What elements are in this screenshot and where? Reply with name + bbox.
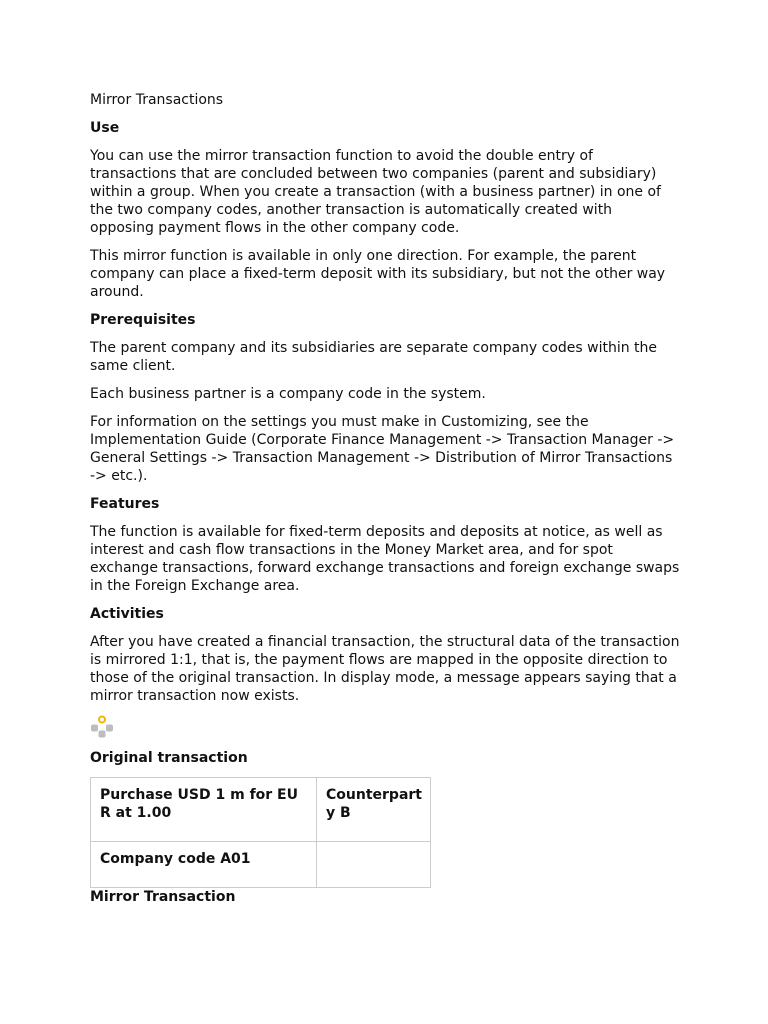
prerequisites-paragraph-1: The parent company and its subsidiaries are separate company codes within the same client. (90, 340, 658, 374)
features-heading: Features (90, 496, 160, 512)
prerequisites-heading: Prerequisites (90, 312, 196, 328)
table-cell (317, 842, 431, 888)
document-page (90, 91, 680, 906)
prerequisites-paragraph-2: Each business partner is a company code in the system. (90, 386, 486, 402)
features-paragraph-1: The function is available for fixed-term deposits and deposits at notice, as well as interest and cash flow transactions in the Money Market area, and for spot exchange transactions, forward exchange transactions and foreign exchange swaps in the Foreign Exchange area. (90, 524, 680, 594)
use-paragraph-2: This mirror function is available in only one direction. For example, the parent company can place a fixed-term deposit with its subsidiary, but not the other way around. (90, 248, 666, 300)
table-row (91, 842, 431, 888)
original-transaction-heading: Original transaction (90, 750, 248, 766)
document-title: Mirror Transactions (90, 92, 224, 108)
table-row (91, 778, 431, 842)
prerequisites-paragraph-3: For information on the settings you must make in Customizing, see the Implementation Guide (Corporate Finance Management -> Transaction Manager -> General Settings -> Transaction Management -> Distribution of Mirror Transactions -> etc.). (90, 414, 675, 484)
activities-heading: Activities (90, 606, 164, 622)
table-cell: Purchase USD 1 m for EUR at 1.00 (91, 778, 317, 842)
use-paragraph-1: You can use the mirror transaction function to avoid the double entry of transactions that are concluded between two companies (parent and subsidiary) within a group. When you create a transaction (with a business partner) in one of the two company codes, another transaction is automatically created with opposing payment flows in the other company code. (90, 148, 661, 236)
use-heading: Use (90, 120, 120, 136)
original-transaction-table (90, 777, 431, 888)
example-icon (90, 715, 680, 741)
table-cell: Counterparty B (317, 778, 431, 842)
table-cell: Company code A01 (91, 842, 317, 888)
mirror-transaction-heading: Mirror Transaction (90, 889, 236, 905)
activities-paragraph-1: After you have created a financial transaction, the structural data of the transaction is mirrored 1:1, that is, the payment flows are mapped in the opposite direction to those of the original transaction. In display mode, a message appears saying that a mirror transaction now exists. (90, 634, 680, 704)
